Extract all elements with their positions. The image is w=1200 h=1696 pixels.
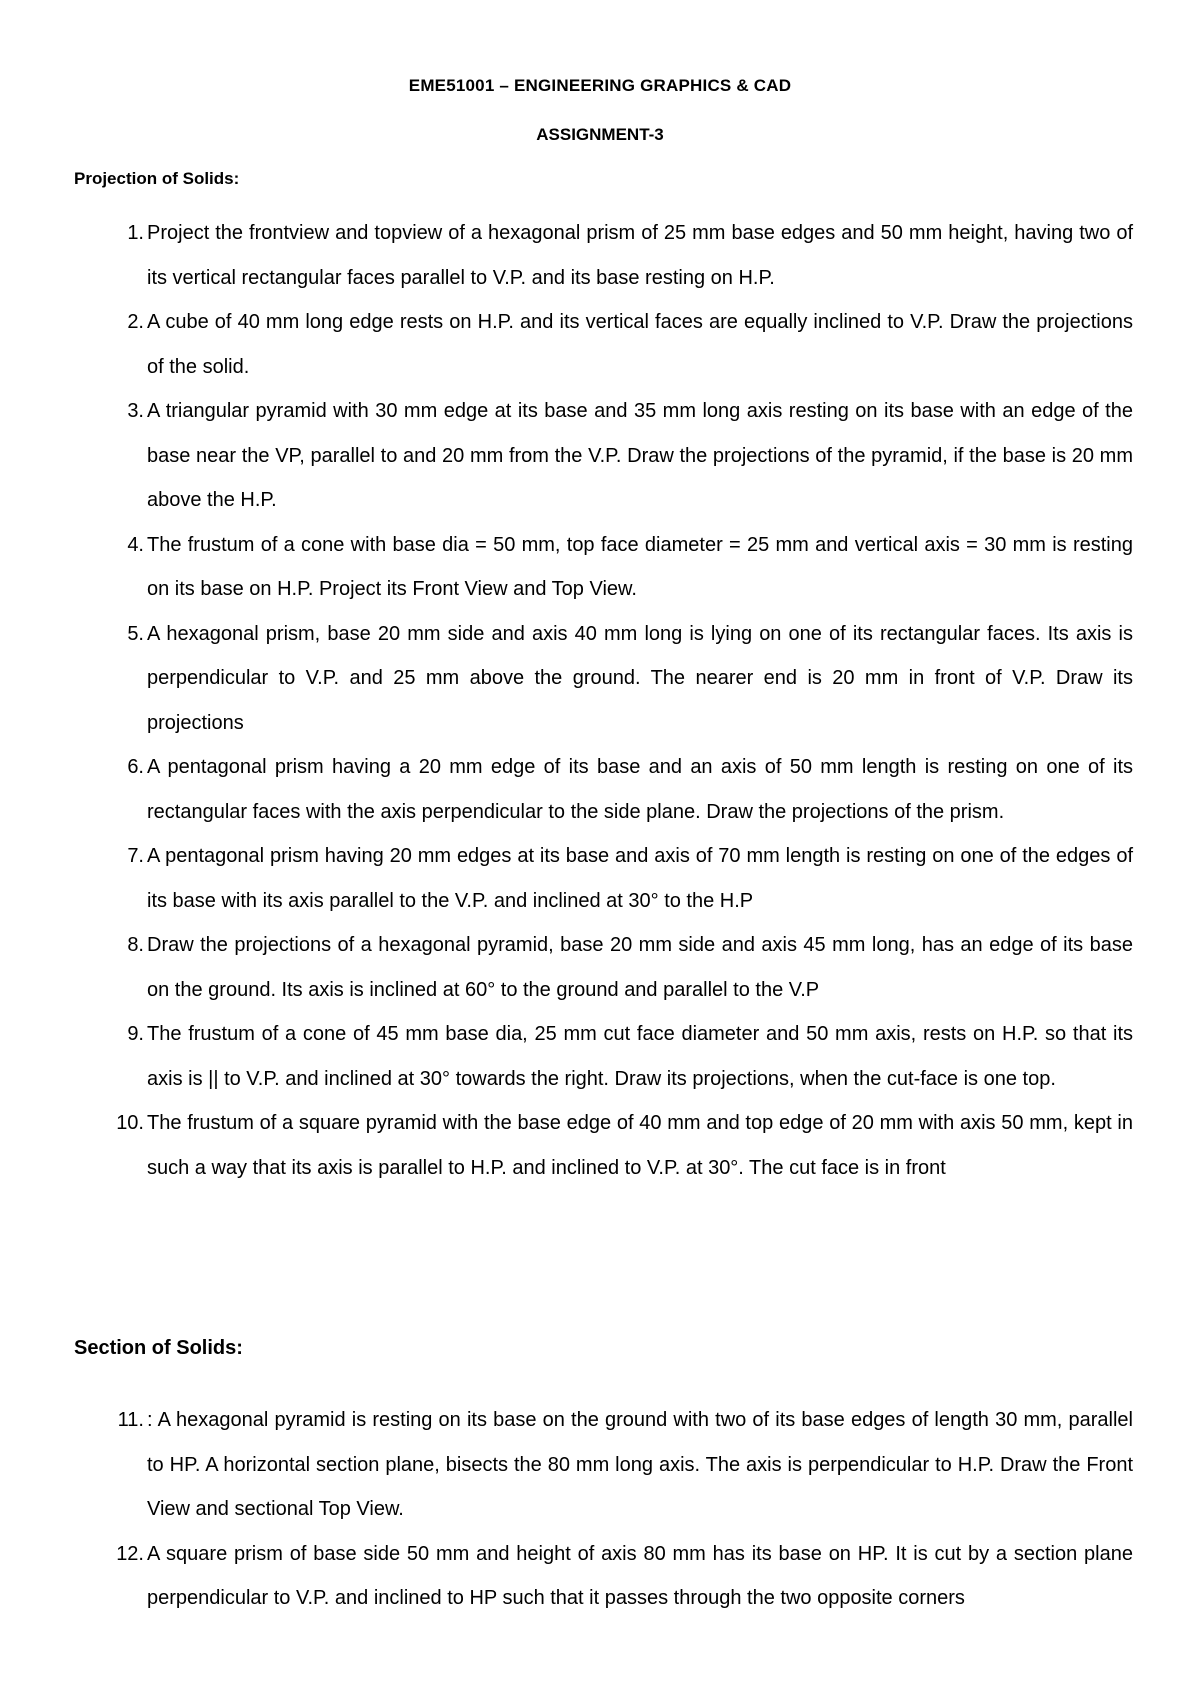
question-10 — [0, 1101, 1200, 1190]
question-text: A cube of 40 mm long edge rests on H.P. and its vertical faces are equally inclined to V.P. Draw the projections of the solid. — [147, 311, 1133, 378]
question-11 — [0, 1398, 1200, 1532]
question-number: 1. — [127, 222, 144, 244]
question-number: 2. — [127, 311, 144, 333]
assignment-title: ASSIGNMENT-3 — [536, 125, 664, 144]
question-3 — [0, 389, 1200, 523]
question-list-section — [0, 1398, 1200, 1621]
question-number: 4. — [127, 533, 144, 556]
question-6 — [0, 745, 1200, 834]
question-number: 8. — [127, 934, 144, 956]
question-8 — [0, 923, 1200, 1012]
question-number: 10. — [116, 1112, 144, 1134]
question-12 — [0, 1532, 1200, 1621]
question-number: 9. — [127, 1023, 144, 1045]
question-text: A square prism of base side 50 mm and height of axis 80 mm has its base on HP. It is cut by a section plane perpendicular to V.P. and inclined to HP such that it passes through the two opposite corners — [147, 1542, 1133, 1609]
question-number: 12. — [116, 1542, 144, 1565]
question-text: A hexagonal prism, base 20 mm side and axis 40 mm long is lying on one of its rectangular faces. Its axis is perpendicular to V.P. and 25 mm above the ground. The nearer end is 20 mm in front of V.P. Draw its projections — [147, 622, 1133, 734]
question-5 — [0, 612, 1200, 746]
section-heading-section: Section of Solids: — [74, 1337, 243, 1359]
question-number: 3. — [127, 400, 144, 422]
question-text: The frustum of a cone of 45 mm base dia, 25 mm cut face diameter and 50 mm axis, rests on H.P. so that its axis is || to V.P. and inclined at 30° towards the right. Draw its projections, when the cut-face is one top. — [147, 1023, 1133, 1090]
question-9 — [0, 1012, 1200, 1101]
question-number: 11. — [117, 1409, 144, 1431]
question-text: A triangular pyramid with 30 mm edge at its base and 35 mm long axis resting on its base with an edge of the base near the VP, parallel to and 20 mm from the V.P. Draw the projections of the pyramid, if the base is 20 mm above the H.P. — [147, 400, 1133, 511]
question-2 — [0, 300, 1200, 389]
question-text: The frustum of a cone with base dia = 50 mm, top face diameter = 25 mm and vertical axis = 30 mm is resting on its base on H.P. Project its Front View and Top View. — [147, 533, 1133, 600]
section-heading-projection: Projection of Solids: — [74, 169, 240, 188]
question-text: Project the frontview and topview of a hexagonal prism of 25 mm base edges and 50 mm height, having two of its vertical rectangular faces parallel to V.P. and its base resting on H.P. — [147, 222, 1133, 289]
question-number: 7. — [127, 845, 144, 867]
question-1 — [0, 211, 1200, 300]
document-title: EME51001 – ENGINEERING GRAPHICS & CAD — [408, 76, 792, 95]
question-7 — [0, 834, 1200, 923]
question-text: Draw the projections of a hexagonal pyramid, base 20 mm side and axis 45 mm long, has an edge of its base on the ground. Its axis is inclined at 60° to the ground and parallel to the V.P — [147, 934, 1133, 1001]
question-number: 6. — [127, 756, 144, 778]
question-4 — [0, 523, 1200, 612]
question-list-projection — [0, 211, 1200, 1190]
question-text: The frustum of a square pyramid with the base edge of 40 mm and top edge of 20 mm with axis 50 mm, kept in such a way that its axis is parallel to H.P. and inclined to V.P. at 30°. The cut face is in front — [147, 1112, 1133, 1179]
question-text: A pentagonal prism having 20 mm edges at its base and axis of 70 mm length is resting on one of the edges of its base with its axis parallel to the V.P. and inclined at 30° to the H.P — [147, 845, 1133, 912]
question-text: : A hexagonal pyramid is resting on its base on the ground with two of its base edges of length 30 mm, parallel to HP. A horizontal section plane, bisects the 80 mm long axis. The axis is perpendicular to H.P. Draw the Front View and sectional Top View. — [147, 1409, 1133, 1520]
question-text: A pentagonal prism having a 20 mm edge of its base and an axis of 50 mm length is resting on one of its rectangular faces with the axis perpendicular to the side plane. Draw the projections of the prism. — [147, 756, 1133, 823]
question-number: 5. — [127, 622, 144, 645]
